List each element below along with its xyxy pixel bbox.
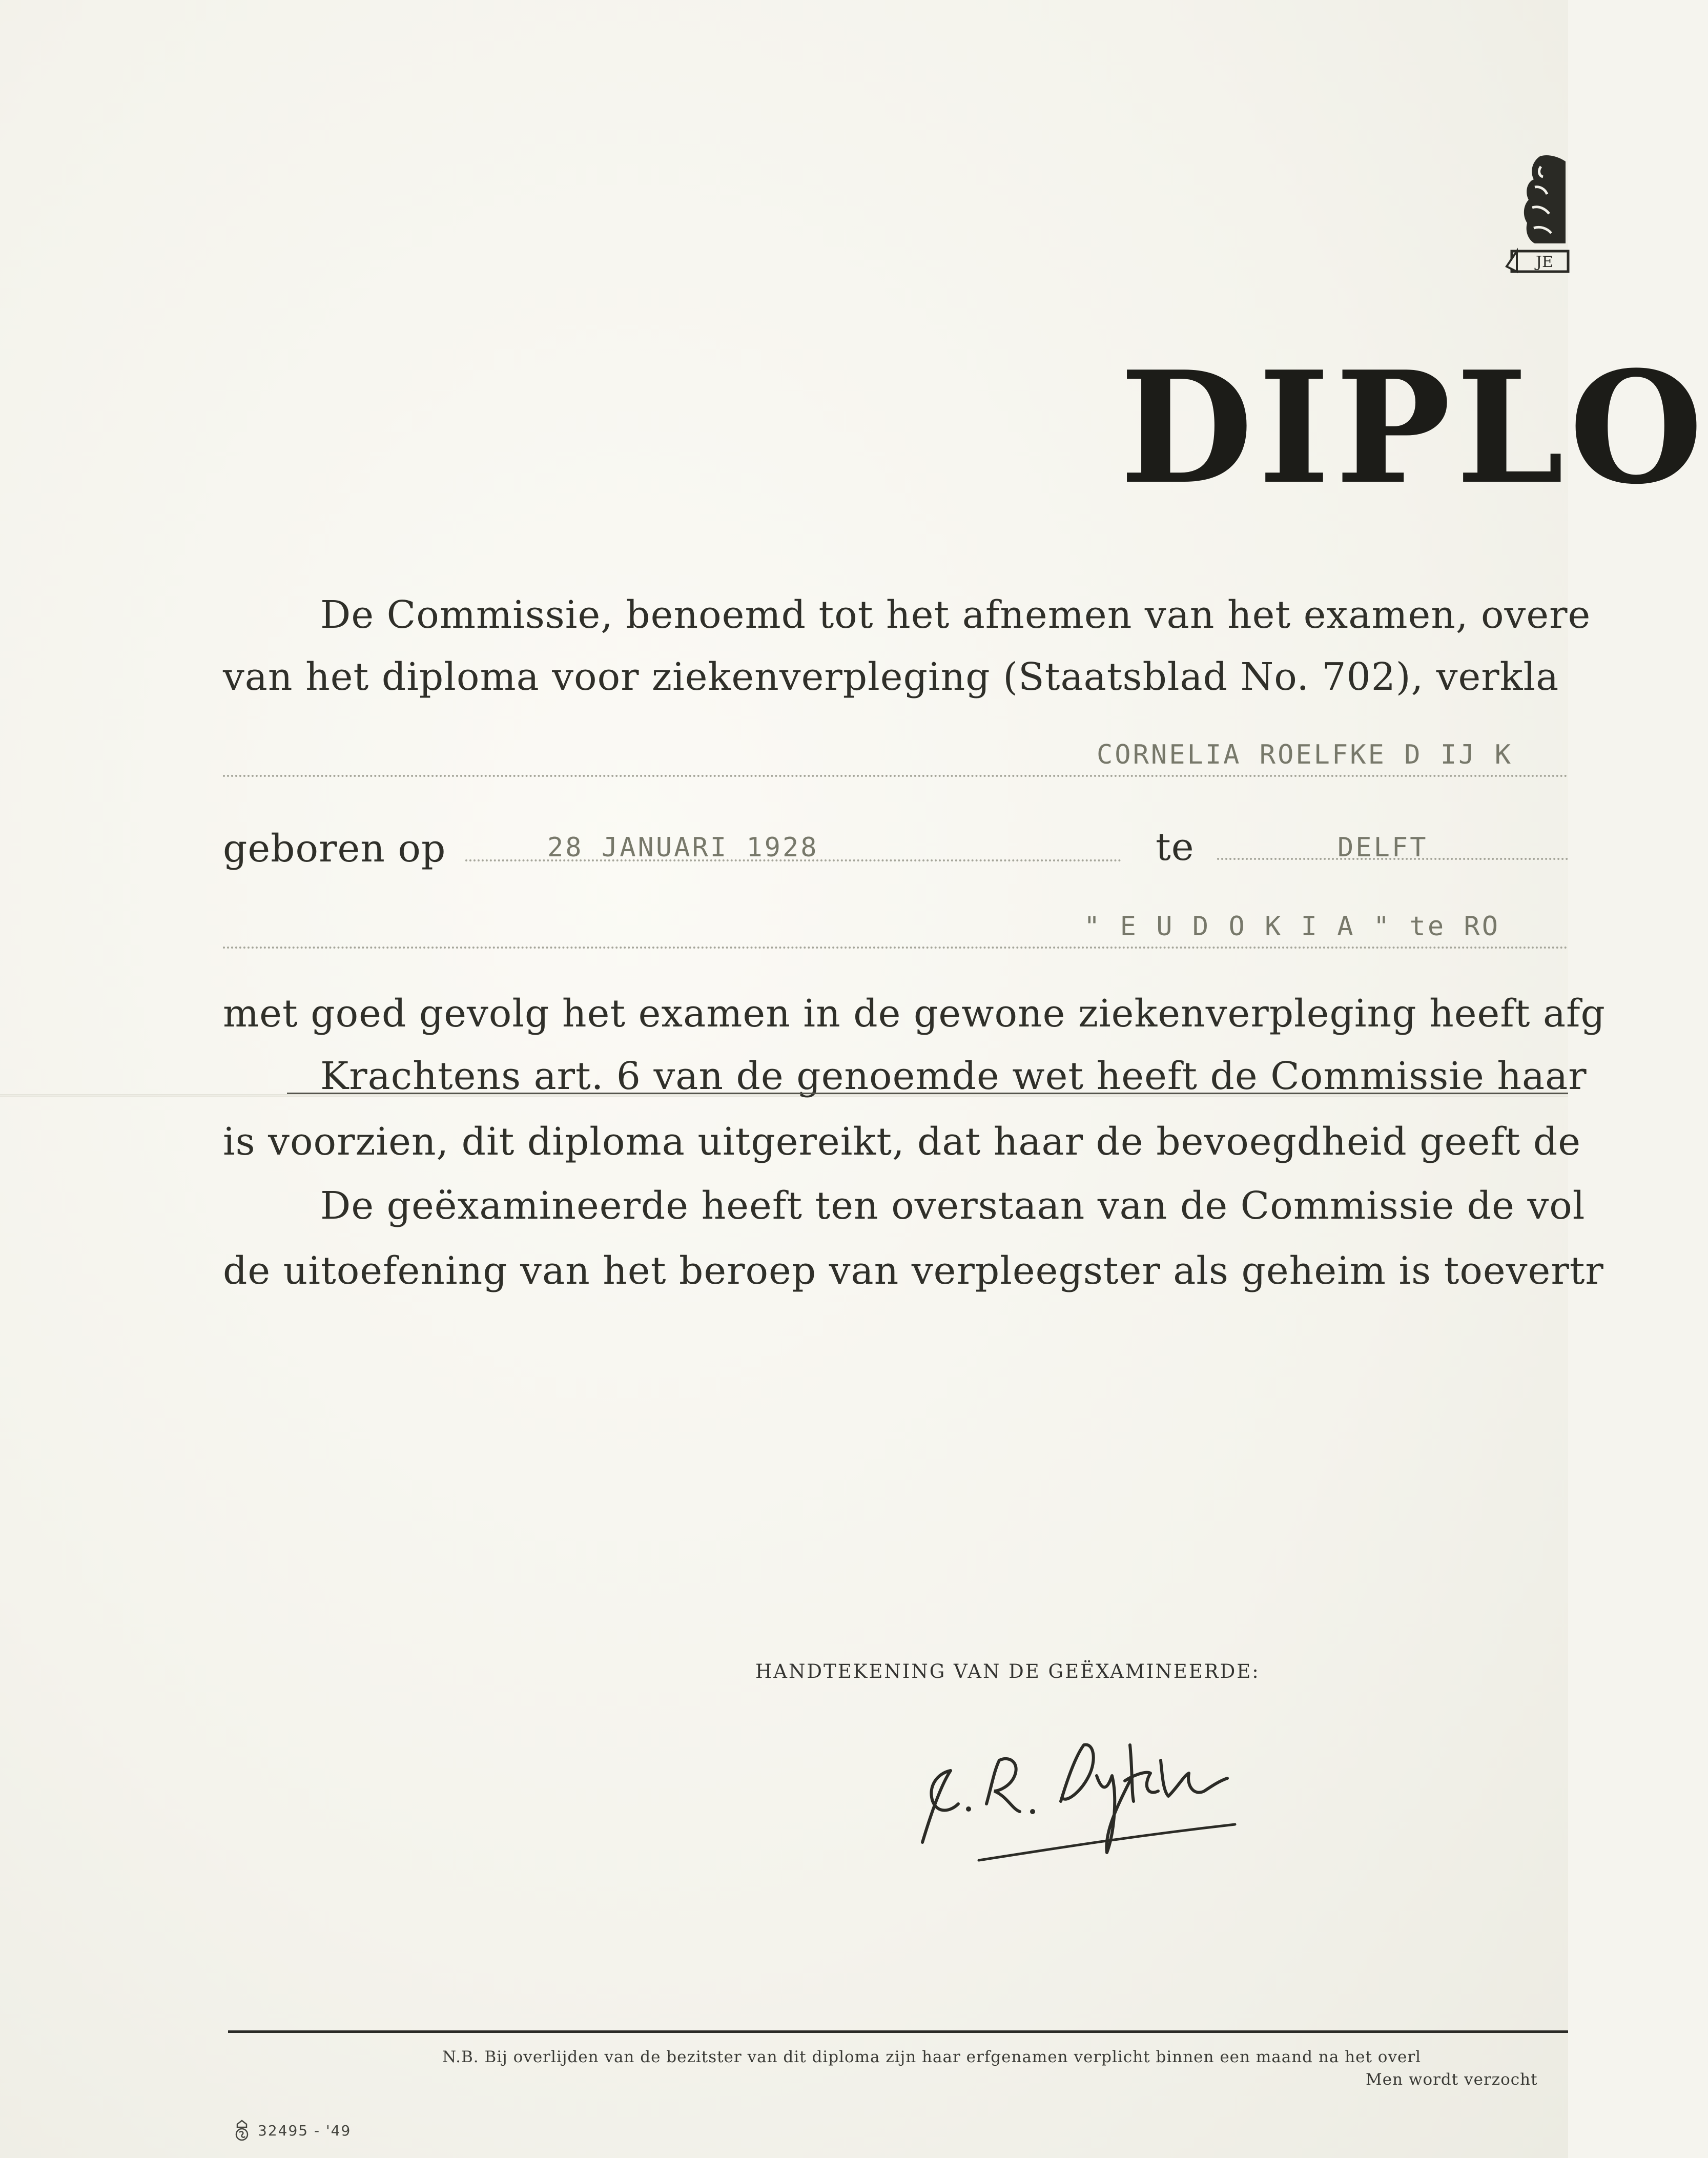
name-dotted-line <box>223 775 1568 777</box>
birth-place: DELFT <box>1337 832 1428 863</box>
birth-date: 28 JANUARI 1928 <box>547 832 819 863</box>
signature-label: HANDTEKENING VAN DE GEËXAMINEERDE: <box>755 1660 1260 1682</box>
royal-crest-icon <box>1504 151 1568 284</box>
printer-code <box>233 2119 351 2142</box>
body-line-4: Krachtens art. 6 van de genoemde wet heeft de Commissie haar <box>320 1054 1587 1098</box>
footnote-line-1: N.B. Bij overlijden van de bezitster van dit diploma zijn haar erfgenamen verplicht binnen een maand na het overl <box>442 2048 1422 2066</box>
handwritten-signature <box>892 1714 1281 1883</box>
strike-rule <box>287 1093 1568 1094</box>
footnote-line-2: Men wordt verzocht <box>1366 2070 1538 2089</box>
printer-mark-icon <box>233 2119 251 2142</box>
institution-name: " E U D O K I A " te RO <box>1084 911 1500 942</box>
print-code-text: 32495 - '49 <box>258 2122 352 2139</box>
lion-crest-icon <box>1504 151 1568 284</box>
diploma-title: DIPLO <box>1120 337 1708 518</box>
born-label: geboren op <box>223 827 446 871</box>
te-label: te <box>1156 825 1195 869</box>
institution-dotted-line <box>223 947 1568 949</box>
body-line-2: van het diploma voor ziekenverpleging (Staatsblad No. 702), verkla <box>223 655 1559 699</box>
body-line-7: de uitoefening van het beroep van verpleegster als geheim is toevertr <box>223 1249 1604 1293</box>
candidate-name: CORNELIA ROELFKE D IJ K <box>1097 739 1513 770</box>
body-line-5: is voorzien, dit diploma uitgereikt, dat haar de bevoegdheid geeft de <box>223 1120 1581 1164</box>
footer-rule <box>228 2030 1568 2033</box>
crest-motto: JE <box>1536 253 1553 271</box>
body-line-6: De geëxamineerde heeft ten overstaan van de Commissie de vol <box>320 1184 1586 1228</box>
body-line-3: met goed gevolg het examen in de gewone ziekenverpleging heeft afg <box>223 992 1606 1036</box>
body-line-1: De Commissie, benoemd tot het afnemen van het examen, overe <box>320 593 1591 637</box>
